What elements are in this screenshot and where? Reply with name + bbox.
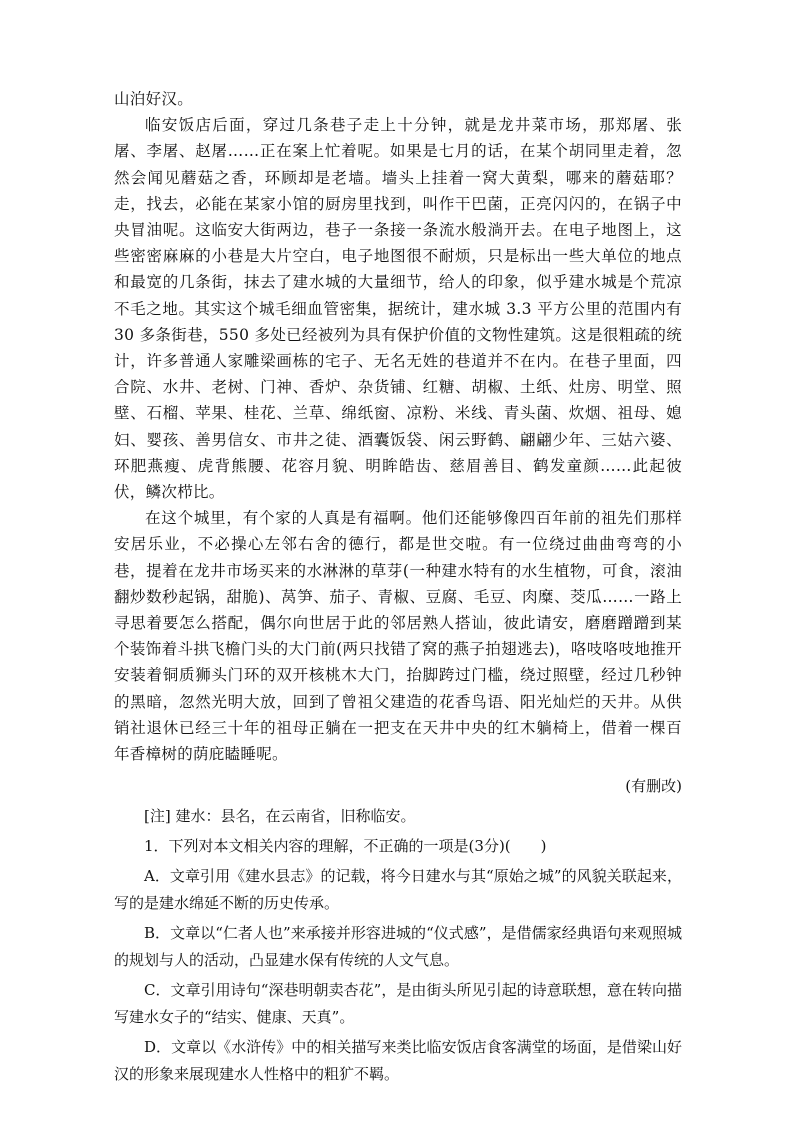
passage-paragraph-2: 在这个城里，有个家的人真是有福啊。他们还能够像四百年前的祖先们那样安居乐业，不必操心左邻右舍的德行，都是世交啦。有一位绕过曲曲弯弯的小巷，提着在龙井市场买来的水淋淋的草芽(一种建水特有的水生植物，可食，滚油翻炒数秒起锅，甜脆)、莴笋、茄子、青椒、豆腐、毛豆、肉糜、茭瓜……一路上寻思着要怎么搭配，偶尔向世居于此的邻居熟人搭讪，彼此请安，磨磨蹭蹭到某个装饰着斗拱飞檐门头的大门前(两只找错了窝的燕子拍翅逃去)，咯吱咯吱地推开安装着铜质狮头门环的双开核桃木大门，抬脚跨过门槛，绕过照壁，经过几秒钟的黑暗，忽然光明大放，回到了曾祖父建造的花香鸟语、阳光灿烂的天井。从供销社退休已经三十年的祖母正躺在一把支在天井中央的红木躺椅上，借着一棵百年香樟树的荫庇瞌睡呢。 — [114, 509, 682, 764]
option-c: C．文章引用诗句“深巷明朝卖杏花”，是由街头所见引起的诗意联想，意在转向描写建水女子的“结实、健康、天真”。 — [114, 981, 682, 1026]
passage-paragraph-continued: 山泊好汉。 — [114, 90, 194, 108]
question-stem: 1．下列对本文相关内容的理解，不正确的一项是(3分)( ) — [144, 837, 547, 856]
option-a: A．文章引用《建水县志》的记载，将今日建水与其“原始之城”的风貌关联起来，写的是建水绵延不断的历史传承。 — [114, 867, 682, 912]
option-b: B．文章以“仁者人也”来承接并形容进城的“仪式感”，是借儒家经典语句来观照城的规划与人的活动，凸显建水保有传统的人文气息。 — [114, 924, 682, 969]
passage-paragraph-1: 临安饭店后面，穿过几条巷子走上十分钟，就是龙井菜市场，那郑屠、张屠、李屠、赵屠……正在案上忙着呢。如果是七月的话，在某个胡同里走着，忽然会闻见蘑菇之香，环顾却是老墙。墙头上挂着一窝大黄梨，哪来的蘑菇耶？走，找去，必能在某家小馆的厨房里找到，叫作干巴菌，正亮闪闪的，在锅子中央冒油呢。这临安大街两边，巷子一条接一条流水般淌开去。在电子地图上，这些密密麻麻的小巷是大片空白，电子地图很不耐烦，只是标出一些大单位的地点和最宽的几条街，抹去了建水城的大量细节，给人的印象，似乎建水城是个荒凉不毛之地。其实这个城毛细血管密集，据统计，建水城 3.3 平方公里的范围内有 30 多条街巷，550 多处已经被列为具有保护价值的文物性建筑。这是很粗疏的统计，许多普通人家雕梁画栋的宅子、无名无姓的巷道并不在内。在巷子里面，四合院、水井、老树、门神、香炉、杂货铺、红糖、胡椒、土纸、灶房、明堂、照壁、石榴、苹果、桂花、兰草、绵纸窗、凉粉、米线、青头菌、炊烟、祖母、媳妇、婴孩、善男信女、市井之徒、酒囊饭袋、闲云野鹤、翩翩少年、三姑六婆、环肥燕瘦、虎背熊腰、花容月貌、明眸皓齿、慈眉善目、鹤发童颜……此起彼伏，鳞次栉比。 — [114, 116, 682, 502]
source-note: (有删改) — [625, 777, 682, 796]
document-page — [114, 86, 682, 1087]
footnote: [注] 建水：县名，在云南省，旧称临安。 — [144, 807, 416, 826]
option-d: D．文章以《水浒传》中的相关描写来类比临安饭店食客满堂的场面，是借梁山好汉的形象来展现建水人性格中的粗犷不羁。 — [114, 1038, 682, 1083]
